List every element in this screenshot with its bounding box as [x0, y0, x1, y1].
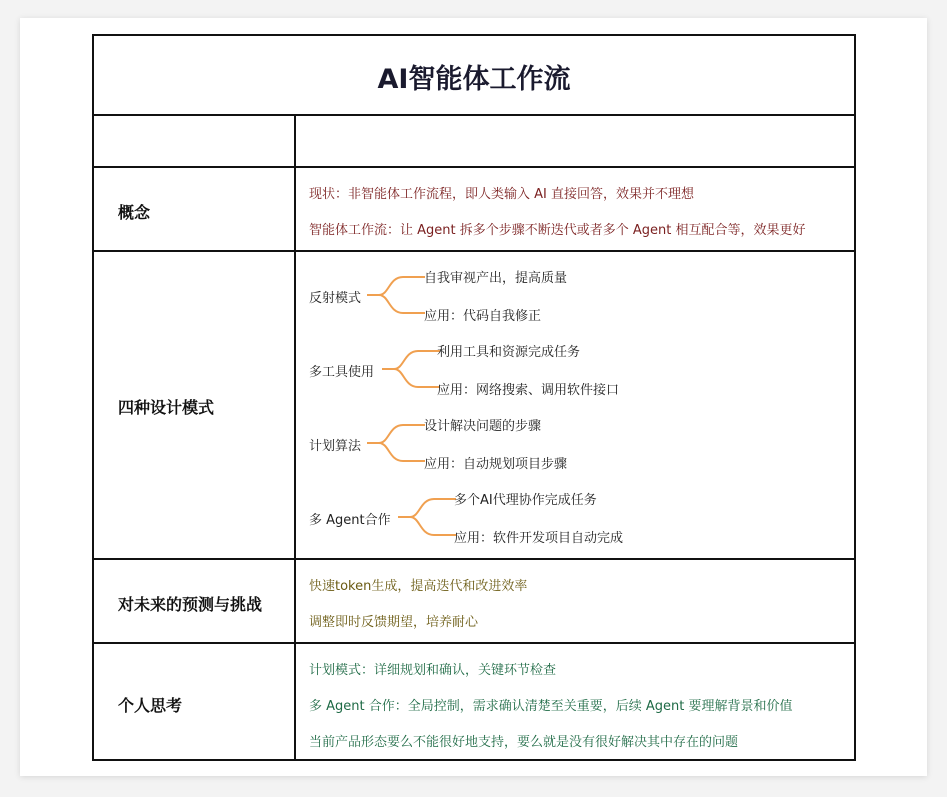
- thoughts-line-1: 计划模式：详细规划和确认，关键环节检查: [309, 663, 557, 678]
- pattern-3-branch-1: 设计解决问题的步骤: [424, 419, 542, 434]
- row-divider: [94, 250, 854, 252]
- pattern-2-branch-2: 应用：网络搜索、调用软件接口: [437, 383, 620, 398]
- concept-line-2: 智能体工作流：让 Agent 拆多个步骤不断迭代或者多个 Agent 相互配合等，效果更好: [309, 223, 806, 238]
- pattern-1-branch: [367, 275, 427, 319]
- patterns-label: 四种设计模式: [118, 398, 215, 417]
- pattern-2-name: 多工具使用: [309, 365, 375, 380]
- pattern-2-branch: [382, 349, 442, 393]
- pattern-4-branch-2: 应用：软件开发项目自动完成: [454, 531, 624, 546]
- workflow-table: [92, 34, 856, 761]
- row-divider: [94, 166, 854, 168]
- row-divider: [94, 642, 854, 644]
- thoughts-line-2: 多 Agent 合作：全局控制，需求确认清楚至关重要，后续 Agent 要理解背景和价值: [309, 699, 793, 714]
- future-line-1: 快速token生成，提高迭代和改进效率: [309, 579, 528, 594]
- concept-label: 概念: [118, 203, 151, 222]
- pattern-4-name: 多 Agent合作: [309, 513, 391, 528]
- pattern-4-branch-1: 多个AI代理协作完成任务: [454, 493, 597, 508]
- pattern-2-branch-1: 利用工具和资源完成任务: [437, 345, 581, 360]
- pattern-4-branch: [398, 497, 458, 541]
- concept-line-1: 现状：非智能体工作流程，即人类输入 AI 直接回答，效果并不理想: [309, 187, 694, 202]
- pattern-3-branch: [367, 423, 427, 467]
- row-divider: [94, 558, 854, 560]
- future-line-2: 调整即时反馈期望，培养耐心: [309, 615, 479, 630]
- document-page: [20, 18, 927, 776]
- column-divider: [294, 116, 296, 759]
- table-title: AI智能体工作流: [377, 63, 571, 95]
- thoughts-label: 个人思考: [118, 696, 183, 715]
- pattern-3-name: 计划算法: [309, 439, 362, 454]
- pattern-1-branch-2: 应用：代码自我修正: [424, 309, 542, 324]
- pattern-1-branch-1: 自我审视产出，提高质量: [424, 271, 568, 286]
- pattern-3-branch-2: 应用：自动规划项目步骤: [424, 457, 568, 472]
- future-label: 对未来的预测与挑战: [118, 595, 263, 614]
- pattern-1-name: 反射模式: [309, 291, 362, 306]
- thoughts-line-3: 当前产品形态要么不能很好地支持，要么就是没有很好解决其中存在的问题: [309, 735, 739, 750]
